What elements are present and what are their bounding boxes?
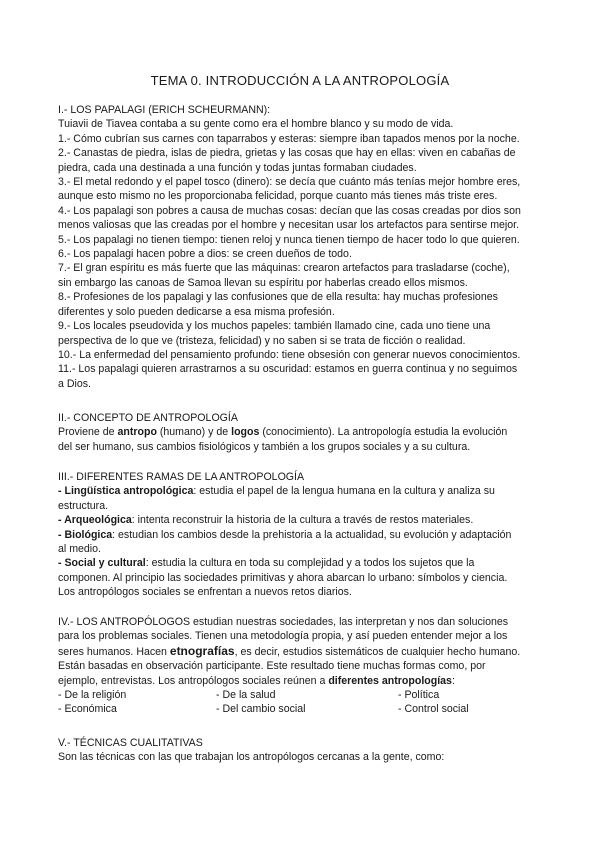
paragraph-line: para los problemas sociales. Tienen una metodología propia, y así pueden entender mejor a los — [58, 630, 508, 643]
antropologias-row — [58, 702, 558, 716]
paragraph-line — [58, 674, 558, 688]
paragraph-line — [58, 425, 558, 439]
section-heading: I.- LOS PAPALAGI (ERICH SCHEURMANN): — [58, 104, 271, 116]
section-heading: IV.- LOS ANTROPÓLOGOS — [58, 616, 191, 628]
paragraph-line — [58, 615, 558, 629]
text: ejemplo, entrevistas. Los antropólogos sociales reúnen a — [58, 674, 329, 687]
list-item: - Económica — [58, 703, 117, 716]
paragraph-line — [58, 484, 558, 498]
paragraph-line: al medio. — [58, 543, 101, 556]
paragraph-line: 10.- La enfermedad del pensamiento profundo: tiene obsesión con generar nuevos conocimientos. — [58, 348, 521, 361]
text: , es decir, estudios sistemáticos de cualquier hecho humano. — [234, 645, 521, 658]
page-title: TEMA 0. INTRODUCCIÓN A LA ANTROPOLOGÍA — [150, 73, 450, 88]
paragraph-line: 8.- Profesiones de los papalagi y las confusiones que de ella resulta: hay muchas profesiones — [58, 291, 498, 304]
paragraph-line: Están basadas en observación participante. Este resultado tiene muchas formas como, por — [58, 660, 486, 673]
section-papalagi — [58, 103, 558, 391]
term-arqueologica: - Arqueológica — [58, 514, 132, 527]
paragraph-line — [58, 513, 558, 527]
paragraph-line: del ser humano, sus cambios fisiológicos y también a los grupos sociales y a su cultura. — [58, 440, 471, 453]
section-antropologos — [58, 615, 558, 717]
paragraph-line: Tuiavii de Tiavea contaba a su gente como era el hombre blanco y su modo de vida. — [58, 118, 454, 131]
paragraph-line: estructura. — [58, 499, 109, 512]
list-item: - Del cambio social — [216, 703, 306, 716]
section-tecnicas — [58, 736, 558, 765]
text: : estudia el papel de la lengua humana en la cultura y analiza su — [193, 485, 495, 498]
antropologias-row — [58, 688, 558, 702]
text: : — [451, 674, 455, 687]
term-logos: logos — [231, 426, 260, 439]
term-antropo: antropo — [117, 426, 157, 439]
paragraph-line: 11.- Los papalagi quieren arrastrarnos a su oscuridad: estamos en guerra continua y no seguimos — [58, 363, 518, 376]
text: estudian nuestras sociedades, las interpretan y nos dan soluciones — [190, 616, 509, 628]
paragraph-line: Los antropólogos sociales se enfrentan a nuevos retos diarios. — [58, 586, 352, 599]
paragraph-line: piedra, cada una destinada a una función y todas juntas formaban ciudades. — [58, 161, 417, 174]
term-diferentes-antropologias: diferentes antropologías — [328, 674, 452, 687]
text: Proviene de — [58, 426, 118, 439]
section-concepto — [58, 411, 558, 454]
list-item: - De la religión — [58, 689, 127, 702]
paragraph-line — [58, 528, 558, 542]
paragraph-line: componen. Al principio las sociedades primitivas y ahora abarcan lo urbano: símbolos y ciencia. — [58, 571, 508, 584]
text: (humano) y de — [156, 426, 232, 439]
paragraph-line: perspectiva de lo que ve (tristeza, felicidad) y no saben si se trata de ficción o realidad. — [58, 334, 466, 347]
paragraph-line: a Dios. — [58, 377, 91, 390]
text: (conocimiento). La antropología estudia la evolución — [259, 426, 508, 439]
paragraph-line: 1.- Cómo cubrían sus carnes con taparrabos y esteras: siempre iban tapados menos por la noche. — [58, 132, 520, 145]
paragraph-line: 3.- El metal redondo y el papel tosco (dinero): se decía que cuánto más tenías mejor hombre eres, — [58, 176, 521, 189]
term-etnografias: etnografías — [169, 643, 235, 658]
paragraph-line: 6.- Los papalagi hacen pobre a dios: se creen dueños de todo. — [58, 248, 352, 261]
section-heading: II.- CONCEPTO DE ANTROPOLOGÍA — [58, 412, 238, 424]
text: : intenta reconstruir la historia de la cultura a través de restos materiales. — [131, 514, 474, 527]
paragraph-line: 7.- El gran espíritu es más fuerte que las máquinas: crearon artefactos para trasladarse (coche), — [58, 262, 510, 275]
list-item: - Política — [398, 689, 440, 702]
paragraph-line: Son las técnicas con las que trabajan los antropólogos cercanas a la gente, como: — [58, 751, 445, 764]
paragraph-line: 4.- Los papalagi son pobres a causa de muchas cosas: decían que las cosas creadas por dios son — [58, 204, 521, 217]
section-heading: V.- TÉCNICAS CUALITATIVAS — [58, 737, 203, 749]
paragraph-line — [58, 644, 558, 659]
text: seres humanos. Hacen — [58, 645, 170, 658]
paragraph-line: diferentes y solo pueden dedicarse a esa misma profesión. — [58, 305, 335, 318]
section-heading: III.- DIFERENTES RAMAS DE LA ANTROPOLOGÍA — [58, 471, 305, 483]
paragraph-line: menos valiosas que las creadas por el hombre y necesitan usar los artefactos para sentirse mejor. — [58, 219, 520, 232]
list-item: - De la salud — [216, 689, 276, 702]
paragraph-line: 9.- Los locales pseudovida y los muchos papeles: también llamado cine, cada uno tiene una — [58, 320, 491, 333]
list-item: - Control social — [398, 703, 469, 716]
term-linguistica: - Lingüística antropológica — [58, 485, 194, 498]
paragraph-line: 2.- Canastas de piedra, islas de piedra, grietas y las cosas que hay en ellas: viven en cabañas de — [58, 147, 516, 160]
paragraph-line — [58, 556, 558, 570]
text: : estudia la cultura en toda su complejidad y a todos los sujetos que la — [145, 557, 475, 570]
section-ramas — [58, 470, 558, 600]
text: : estudian los cambios desde la prehistoria a la actualidad, su evolución y adaptación — [112, 528, 512, 541]
paragraph-line: 5.- Los papalagi no tienen tiempo: tienen reloj y nunca tienen tiempo de hacer todo lo que quieren. — [58, 233, 520, 246]
term-social-cultural: - Social y cultural — [58, 557, 146, 570]
term-biologica: - Biológica — [58, 528, 113, 541]
paragraph-line: sin embargo las canoas de Samoa llevan su espíritu por haberlas creado ellos mismos. — [58, 276, 468, 289]
paragraph-line: aunque esto mismo no les proporcionaba felicidad, porque cuanto más tienes más triste eres. — [58, 190, 498, 203]
